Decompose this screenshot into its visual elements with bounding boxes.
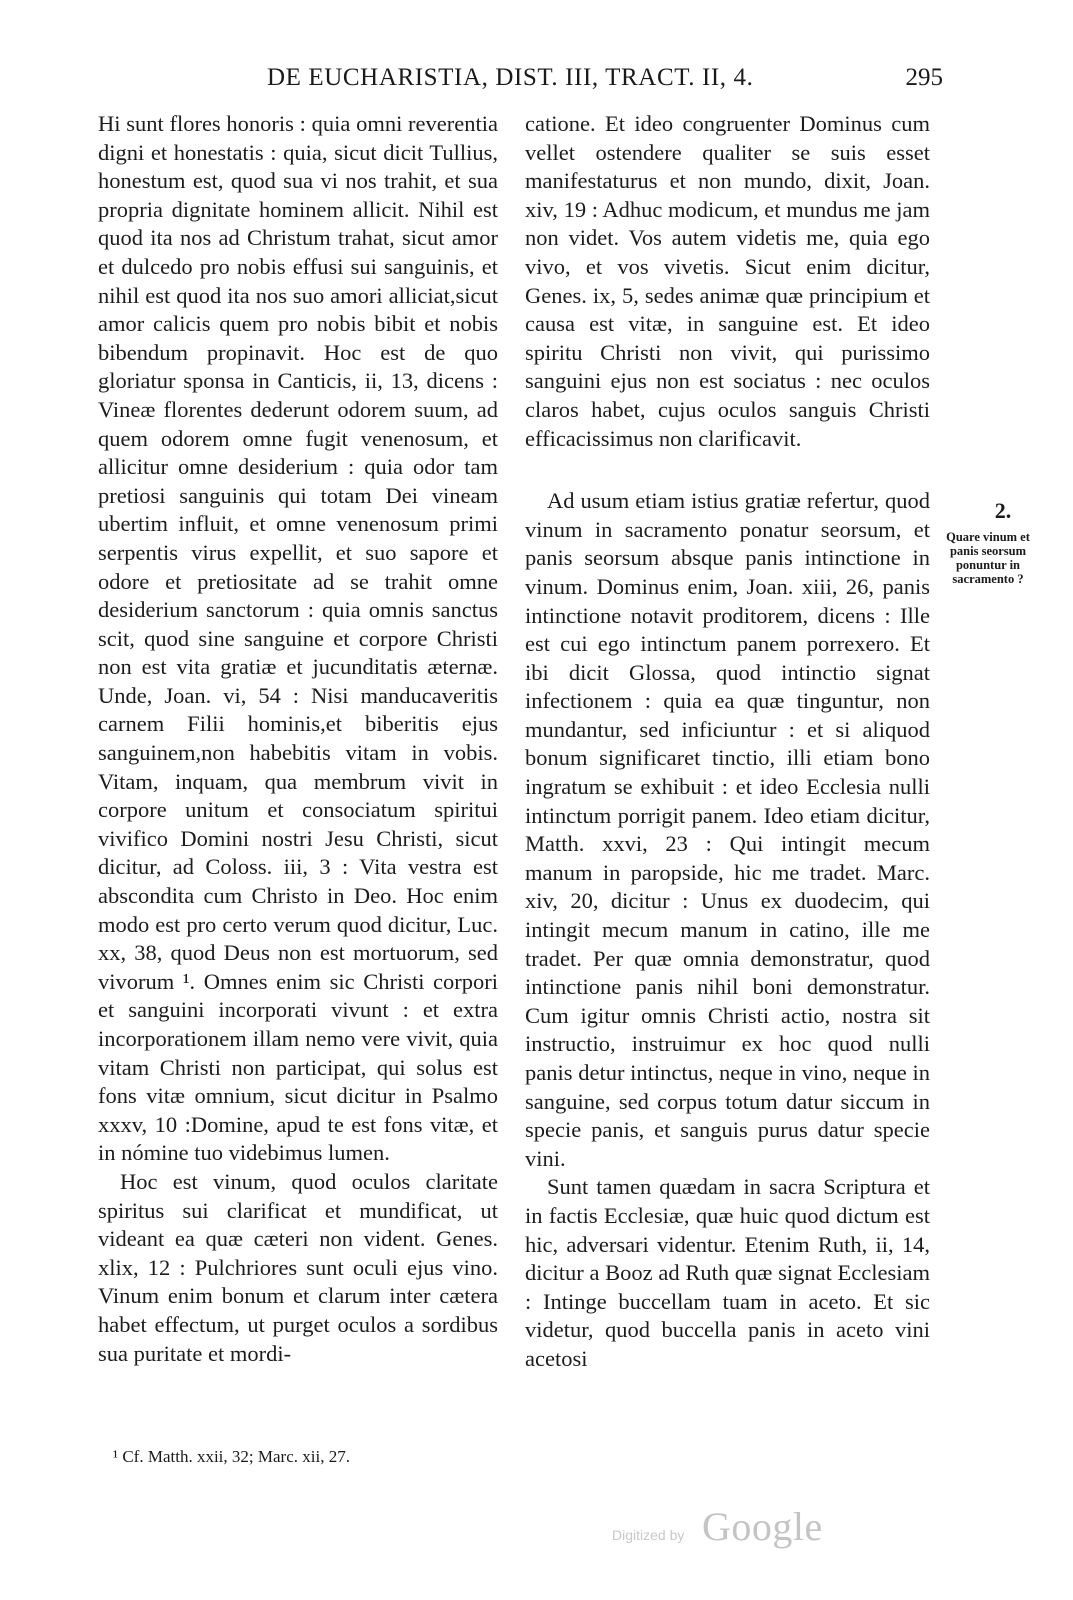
left-paragraph-1: Hi sunt flores honoris : quia omni reverentia digni et honestatis : quia, sicut dicit Tullius, honestum est, quod sua vi nos trahit, et sua propria dignitate hominem allicit. Nihil est quod ita nos ad Christum trahat, sicut amor et dulcedo pro nobis effusi sui sanguinis, et nihil est quod ita nos suo amori alliciat,sicut amor calicis quem pro nobis bibit et nobis bibendum propinavit. Hoc est de quo gloriatur sponsa in Canticis, ii, 13, dicens : Vineæ florentes dederunt odorem suum, ad quem odorem omne fugit venenosum, et allicitur omne desiderium : quia odor tam pretiosi sanguinis qui totam Dei vineam ubertim influit, et omne venenosum primi serpentis virus expellit, et suo sapore et odore et pretiositate ad se trahit omne desiderium sanctorum : quia omnis sanctus scit, quod sine sanguine et corpore Christi non est vita gratiæ et jucunditatis æternæ. Unde, Joan. vi, 54 : Nisi manducaveritis carnem Filii hominis,et biberitis ejus sanguinem,non habebitis vitam in vobis. Vitam, inquam, qua membrum vivit in corpore unitum et consociatum spiritui vivifico Domini nostri Jesu Christi, sicut dicitur, ad Coloss. iii, 3 : Vita vestra est abscondita cum Christo in Deo. Hoc enim modo est pro certo verum quod dicitur, Luc. xx, 38, quod Deus non est mortuorum, sed vivorum ¹. Omnes enim sic Christi corpori et sanguini incorporati vivunt : et extra incorporationem illam nemo vere vivit, quia vitam Christi non participat, qui solus est fons vitæ omnium, sicut dicitur in Psalmo xxxv, 10 :Domine, apud te est fons vitæ, et in nómine tuo videbimus lumen. xyxy=(98,111,498,1166)
page-header xyxy=(0,60,1073,100)
google-logo: Google xyxy=(702,1504,823,1549)
right-paragraph-3: Sunt tamen quædam in sacra Scriptura et in factis Ecclesiæ, quæ huic quod dictum est hic, adversari videntur. Etenim Ruth, ii, 14, dicitur a Booz ad Ruth quæ signat Ecclesiam : Intinge buccellam tuam in aceto. Et sic videtur, quod buccella panis in aceto vini acetosi xyxy=(525,1174,930,1371)
right-paragraph-2: Ad usum etiam istius gratiæ refertur, quod vinum in sacramento ponatur seorsum, et panis seorsum absque panis intinctione in vinum. Dominus enim, Joan. xiii, 26, panis intinctione notavit proditorem, dicens : Ille est cui ego intinctum panem porrexero. Et ibi dicit Glossa, quod intinctio signat infectionem : quia ea quæ tinguntur, non mundantur, sed inficiuntur : et si aliquod bonum significaret tinctio, illi etiam bono ingratum se exhibuit : et ideo Ecclesia nulli intinctum porrigit panem. Ideo etiam dicitur, Matth. xxvi, 23 : Qui intingit mecum manum in paropside, hic me tradet. Marc. xiv, 20, dicitur : Unus ex duodecim, qui intingit mecum manum in catino, ille me tradet. Per quæ omnia demonstratur, quod intinctione panis nihil boni demonstratur. Cum igitur omnis Christi actio, nostra sit instructio, instruimur ex hoc quod nulli panis detur intinctus, neque in vino, neque in sanguine, sed corpus totum datur siccum in specie panis, et sanguis purus datur specie vini. xyxy=(525,488,930,1171)
left-text-column xyxy=(98,110,498,1368)
margin-note-text: Quare vinum et panis seorsum ponuntur in sacramento ? xyxy=(946,530,1030,586)
left-paragraph-2: Hoc est vinum, quod oculos claritate spiritus sui clarificat et mundificat, ut videant ea quæ cæteri non vident. Genes. xlix, 12 : Pulchriores sunt oculi ejus vino. Vinum enim bonum et clarum inter cætera habet effectum, ut purget oculos a sordibus sua puritate et mordi- xyxy=(98,1168,498,1366)
footnote: ¹ Cf. Matth. xxii, 32; Marc. xii, 27. xyxy=(113,1447,350,1466)
right-paragraph-1: catione. Et ideo congruenter Dominus cum vellet ostendere qualiter se suis esset manifestaturus et non mundo, dixit, Joan. xiv, 19 : Adhuc modicum, et mundus me jam non videt. Vos autem videtis me, quia ego vivo, et vos vivetis. Sicut enim dicitur, Genes. ix, 5, sedes animæ quæ principium et causa est vitæ, in sanguine est. Et ideo spiritu Christi non vivit, qui purissimo sanguini ejus non est sociatus : nec oculos claros habet, cujus oculos sanguis Christi efficacissimus non clarificavit. xyxy=(525,111,930,451)
margin-note-number: 2. xyxy=(994,498,1012,523)
running-title: DE EUCHARISTIA, DIST. III, TRACT. II, 4. xyxy=(267,64,754,91)
watermark-prefix: Digitized by xyxy=(612,1527,685,1543)
digitized-watermark xyxy=(612,1503,852,1553)
right-text-column xyxy=(525,110,930,1374)
margin-note xyxy=(942,498,1034,586)
page-number: 295 xyxy=(905,64,943,91)
